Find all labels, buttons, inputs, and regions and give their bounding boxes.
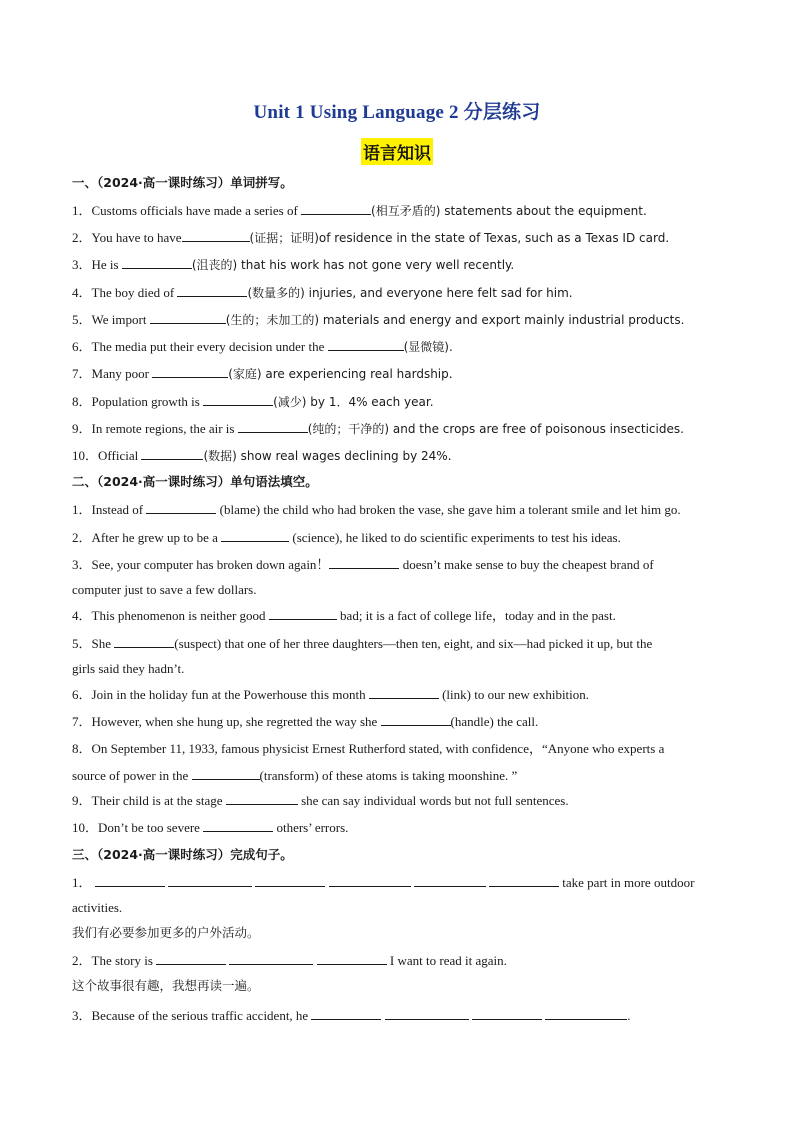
question-1-6 bbox=[72, 338, 453, 355]
question-text: bad; it is a fact of college life，today and in the past. bbox=[336, 608, 616, 623]
question-text: Population growth is bbox=[91, 394, 204, 409]
answer-blank[interactable] bbox=[141, 447, 203, 460]
question-text: The story is bbox=[91, 953, 157, 968]
question-text: (数量多的) injuries, and everyone here felt sad for him. bbox=[247, 286, 573, 300]
section-heading-3: 三、（2024·高一课时练习）完成句子。 bbox=[72, 847, 293, 862]
question-number: 8． bbox=[72, 741, 92, 756]
question-text: (handle) the call. bbox=[450, 714, 539, 729]
answer-blank[interactable] bbox=[369, 686, 439, 699]
question-number: 10． bbox=[72, 448, 99, 463]
question-number: 4． bbox=[72, 285, 92, 300]
question-number: 1． bbox=[72, 502, 92, 517]
question-text: On September 11, 1933, famous physicist Ernest Rutherford stated, with confidence，“Anyone who experts a bbox=[91, 741, 665, 756]
question-1-4 bbox=[72, 284, 573, 301]
answer-blank[interactable] bbox=[95, 874, 165, 887]
question-3-2 bbox=[72, 952, 507, 969]
question-number: 1． bbox=[72, 875, 92, 890]
answer-blank[interactable] bbox=[385, 1007, 469, 1020]
question-3-1 bbox=[72, 874, 694, 891]
answer-blank[interactable] bbox=[414, 874, 486, 887]
answer-blank[interactable] bbox=[152, 365, 228, 378]
question-text: (家庭) are experiencing real hardship. bbox=[228, 367, 453, 381]
question-text: Join in the holiday fun at the Powerhouse this month bbox=[91, 687, 369, 702]
question-text: Because of the serious traffic accident, he bbox=[91, 1008, 312, 1023]
question-text: Don’t be too severe bbox=[98, 820, 204, 835]
answer-blank[interactable] bbox=[122, 256, 192, 269]
question-number: 8． bbox=[72, 394, 92, 409]
question-number: 9． bbox=[72, 421, 92, 436]
question-text: I want to read it again. bbox=[386, 953, 507, 968]
answer-blank[interactable] bbox=[150, 311, 226, 324]
question-2-4 bbox=[72, 607, 616, 624]
answer-blank[interactable] bbox=[203, 393, 273, 406]
question-number: 7． bbox=[72, 714, 92, 729]
answer-blank[interactable] bbox=[545, 1007, 627, 1020]
question-text: source of power in the bbox=[72, 768, 192, 783]
question-text: (相互矛盾的) statements about the equipment. bbox=[371, 204, 647, 218]
question-text: (生的；未加工的) materials and energy and export mainly industrial products. bbox=[225, 313, 685, 327]
question-text: (science), he liked to do scientific experiments to test his ideas. bbox=[289, 530, 621, 545]
question-text: . bbox=[627, 1008, 631, 1023]
answer-blank[interactable] bbox=[192, 767, 260, 780]
answer-blank[interactable] bbox=[269, 607, 337, 620]
answer-blank[interactable] bbox=[226, 792, 298, 805]
question-1-2 bbox=[72, 229, 669, 246]
question-text: You have to have bbox=[91, 230, 182, 245]
answer-blank[interactable] bbox=[146, 501, 216, 514]
question-number: 4． bbox=[72, 608, 92, 623]
question-text: others’ errors. bbox=[273, 820, 349, 835]
question-number: 3． bbox=[72, 557, 92, 572]
question-text: The boy died of bbox=[91, 285, 178, 300]
answer-blank[interactable] bbox=[311, 1007, 381, 1020]
question-2-10 bbox=[72, 819, 348, 836]
answer-blank[interactable] bbox=[381, 713, 451, 726]
section-subtitle: 语言知识 bbox=[361, 138, 433, 165]
question-number: 2． bbox=[72, 230, 92, 245]
question-text: doesn’t make sense to buy the cheapest brand of bbox=[399, 557, 654, 572]
question-2-8 bbox=[72, 741, 664, 757]
question-text: (沮丧的) that his work has not gone very well recently. bbox=[191, 258, 515, 272]
question-number: 10． bbox=[72, 820, 99, 835]
question-text: (blame) the child who had broken the vase, she gave him a tolerant smile and let him go. bbox=[216, 502, 681, 517]
question-number: 6． bbox=[72, 339, 92, 354]
question-1-10 bbox=[72, 447, 452, 464]
answer-blank[interactable] bbox=[301, 202, 371, 215]
question-text: (link) to our new exhibition. bbox=[438, 687, 590, 702]
question-text: she can say individual words but not full sentences. bbox=[297, 793, 569, 808]
question-2-7 bbox=[72, 713, 538, 730]
question-1-3 bbox=[72, 256, 514, 273]
question-text: This phenomenon is neither good bbox=[91, 608, 269, 623]
answer-blank[interactable] bbox=[114, 635, 174, 648]
question-number: 3． bbox=[72, 1008, 92, 1023]
answer-blank[interactable] bbox=[156, 952, 226, 965]
question-2-2 bbox=[72, 529, 621, 546]
answer-blank[interactable] bbox=[329, 874, 411, 887]
answer-blank[interactable] bbox=[255, 874, 325, 887]
answer-blank[interactable] bbox=[203, 819, 273, 832]
subtitle-wrap bbox=[0, 138, 794, 165]
question-text: Official bbox=[98, 448, 142, 463]
question-1-1 bbox=[72, 202, 647, 219]
question-1-5 bbox=[72, 311, 684, 328]
question-text: Many poor bbox=[91, 366, 153, 381]
question-text: (证据；证明)of residence in the state of Texas, such as a Texas ID card. bbox=[249, 231, 670, 245]
question-text: Their child is at the stage bbox=[91, 793, 226, 808]
question-text: Instead of bbox=[91, 502, 147, 517]
question-text: (减少) by 1．4% each year. bbox=[273, 395, 434, 409]
question-number: 2． bbox=[72, 953, 92, 968]
question-number: 6． bbox=[72, 687, 92, 702]
answer-blank[interactable] bbox=[229, 952, 313, 965]
question-text: See, your computer has broken down again！ bbox=[91, 557, 330, 572]
question-text: The media put their every decision under the bbox=[91, 339, 328, 354]
question-text: She bbox=[91, 636, 115, 651]
answer-blank[interactable] bbox=[328, 338, 404, 351]
question-3-2-translation: 这个故事很有趣，我想再读一遍。 bbox=[72, 978, 260, 993]
answer-blank[interactable] bbox=[168, 874, 252, 887]
question-3-1-translation: 我们有必要参加更多的户外活动。 bbox=[72, 925, 260, 940]
question-text: Customs officials have made a series of bbox=[91, 203, 302, 218]
question-2-5-cont: girls said they hadn’t. bbox=[72, 661, 185, 676]
question-2-1 bbox=[72, 501, 681, 518]
question-text: He is bbox=[91, 257, 122, 272]
question-number: 5． bbox=[72, 636, 92, 651]
question-2-3 bbox=[72, 556, 654, 573]
question-2-8-cont bbox=[72, 767, 517, 784]
question-text: (显微镜). bbox=[403, 340, 453, 354]
answer-blank[interactable] bbox=[329, 556, 399, 569]
question-2-6 bbox=[72, 686, 589, 703]
question-3-3 bbox=[72, 1007, 630, 1024]
question-text: In remote regions, the air is bbox=[91, 421, 238, 436]
question-2-9 bbox=[72, 792, 569, 809]
question-3-1-cont: activities. bbox=[72, 900, 123, 915]
answer-blank[interactable] bbox=[317, 952, 387, 965]
question-text: After he grew up to be a bbox=[91, 530, 222, 545]
question-text: (transform) of these atoms is taking moonshine. ” bbox=[259, 768, 518, 783]
question-text: We import bbox=[91, 312, 150, 327]
section-heading-1: 一、（2024·高一课时练习）单词拼写。 bbox=[72, 175, 293, 190]
question-text: take part in more outdoor bbox=[559, 875, 695, 890]
page-title: Unit 1 Using Language 2 分层练习 bbox=[253, 102, 541, 123]
question-2-3-cont: computer just to save a few dollars. bbox=[72, 582, 257, 597]
question-number: 9． bbox=[72, 793, 92, 808]
question-number: 5． bbox=[72, 312, 92, 327]
question-text: However, when she hung up, she regretted the way she bbox=[91, 714, 381, 729]
answer-blank[interactable] bbox=[221, 529, 289, 542]
question-text: (数据) show real wages declining by 24%. bbox=[203, 449, 452, 463]
answer-blank[interactable] bbox=[177, 284, 247, 297]
question-1-7 bbox=[72, 365, 453, 382]
question-1-8 bbox=[72, 393, 434, 410]
question-number: 1． bbox=[72, 203, 92, 218]
question-number: 3． bbox=[72, 257, 92, 272]
answer-blank[interactable] bbox=[182, 229, 250, 242]
section-heading-2: 二、（2024·高一课时练习）单句语法填空。 bbox=[72, 474, 318, 489]
question-number: 7． bbox=[72, 366, 92, 381]
answer-blank[interactable] bbox=[238, 420, 308, 433]
question-text: (纯的；干净的) and the crops are free of poisonous insecticides. bbox=[307, 422, 684, 436]
answer-blank[interactable] bbox=[489, 874, 559, 887]
answer-blank[interactable] bbox=[472, 1007, 542, 1020]
question-text: (suspect) that one of her three daughters—then ten, eight, and six—had picked it up, but the bbox=[174, 636, 653, 651]
question-number: 2． bbox=[72, 530, 92, 545]
question-1-9 bbox=[72, 420, 684, 437]
question-2-5 bbox=[72, 635, 652, 652]
